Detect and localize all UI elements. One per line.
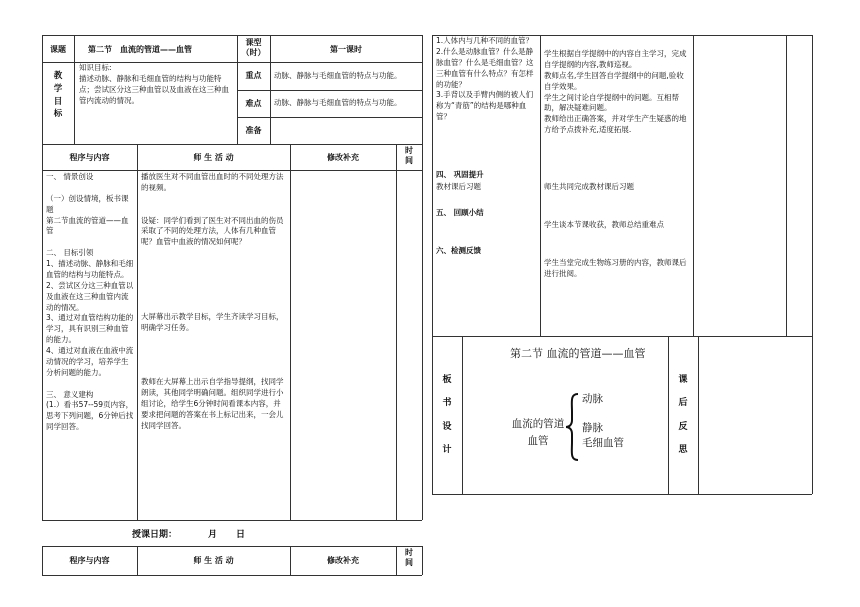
date-label: 授课日期： bbox=[132, 530, 178, 540]
date-day: 日 bbox=[236, 530, 246, 540]
col-revision: 修改补充 bbox=[327, 153, 359, 162]
rule bbox=[237, 117, 422, 118]
rule bbox=[42, 520, 422, 521]
period-value: 第一课时 bbox=[330, 45, 362, 54]
col-procedure: 程序与内容 bbox=[69, 153, 110, 162]
procedure-content: 一、 情景创设 （一）创设情境，板书课题 第二节血流的管道——血管 二、 目标引领 1、描述动脉、静脉和毛细血管的结构与功能特点。 2、尝试区分这三种血管以及血液在这三种血管内流动的情况。 3、通过对血管结构功能的学习，具有识别三种血管的能力。 4、通过对血液在血液中流动情况的学习，培养学生分析问题的能力。 三、 意义建构 (1.）看书57--59页内容，思考下列问题，6分钟后找同学回答。 bbox=[46, 172, 134, 432]
section4-text: 教材课后习题 bbox=[436, 182, 481, 191]
key-text: 动脉、静脉与毛细血管的特点与功能。 bbox=[274, 71, 402, 80]
date-month: 月 bbox=[208, 530, 218, 540]
prep-label: 准备 bbox=[245, 126, 262, 135]
board-item-vein: 静脉 bbox=[582, 422, 603, 434]
rule bbox=[74, 35, 75, 144]
board-item-artery: 动脉 bbox=[582, 393, 603, 405]
self-study-questions: 1.人体内与几种不同的血管？ 2.什么是动脉血管？什么是静脉血管？什么是毛细血管？这三种血管有什么特点？有怎样的功能？ 3.手背以及手臂内侧的被人们称为“青筋”的结构是哪种血管？ bbox=[436, 36, 534, 122]
rule bbox=[698, 336, 699, 494]
rule bbox=[812, 35, 813, 494]
rule bbox=[540, 35, 541, 336]
section6-title: 六、检测反馈 bbox=[436, 246, 481, 255]
board-left-1: 血流的管道 bbox=[511, 418, 565, 430]
rule bbox=[42, 170, 422, 171]
activity-goals: 大屏幕出示教学目标，学生齐读学习目标，明确学习任务。 bbox=[141, 312, 284, 332]
board-heading: 第二节 血流的管道——血管 bbox=[510, 347, 646, 360]
rule bbox=[42, 546, 422, 547]
col-revision-2: 修改补充 bbox=[327, 556, 359, 565]
rule bbox=[422, 35, 423, 520]
rule bbox=[462, 336, 463, 494]
difficulty-text: 动脉、静脉与毛细血管的特点与功能。 bbox=[274, 98, 402, 107]
rule bbox=[693, 35, 694, 336]
board-label: 板 书 设 计 bbox=[442, 375, 452, 456]
rule bbox=[137, 144, 138, 520]
topic-title: 第二节 血流的管道——血管 bbox=[88, 45, 192, 54]
activity-selfstudy: 教师在大屏幕上出示自学指导提纲，找同学朗读，其他同学明确问题。组织同学进行小组讨论，给学生6分钟时间看课本内容，并要求把问题的答案在书上标记出来，一会儿找同学回答。 bbox=[141, 377, 284, 430]
section4-title: 四、 巩固提升 bbox=[436, 170, 484, 179]
rule bbox=[786, 35, 787, 336]
rule bbox=[432, 336, 812, 337]
section4-activity: 师生共同完成教材课后习题 bbox=[544, 182, 634, 191]
board-item-capillary: 毛细血管 bbox=[582, 437, 624, 449]
difficulty-label: 难点 bbox=[245, 99, 262, 108]
key-label: 重点 bbox=[245, 71, 262, 80]
col-time: 时 间 bbox=[405, 146, 413, 165]
col-time-2: 时 间 bbox=[405, 548, 413, 567]
rule bbox=[237, 90, 422, 91]
col-activity-2: 师 生 活 动 bbox=[193, 556, 234, 565]
col-activity: 师 生 活 动 bbox=[193, 153, 234, 162]
section6-activity: 学生当堂完成生物练习册的内容，教师课后进行批阅。 bbox=[544, 258, 687, 278]
board-left-2: 血管 bbox=[527, 435, 549, 447]
rule bbox=[42, 575, 422, 576]
rule bbox=[42, 35, 422, 36]
activity-video: 播放医生对不同血管出血时的不同处理方法的视频。 设疑：同学们看到了医生对不同出血的伤员采取了不同的处理方法，人体有几种血管呢？血管中血液的情况如何呢？ bbox=[141, 172, 284, 247]
col-procedure-2: 程序与内容 bbox=[69, 556, 110, 565]
goals-text: 知识目标: 描述动脉、静脉和毛细血管的结构与功能特点；尝试区分这三种血管以及血液在这三种血管内流动的情况。 bbox=[79, 63, 229, 105]
rule bbox=[396, 144, 397, 520]
rule bbox=[290, 144, 291, 520]
self-study-activity: 学生根据自学提纲中的内容自主学习，完成自学提纲的内容,教师巡视。 教师点名,学生回答自学提纲中的问题,验收自学效果。 学生之间讨论自学提纲中的问题。互相帮助，解决疑难问题。 教师给出正确答案，并对学生产生疑惑的地方给予点拨补充,适度拓展. bbox=[544, 49, 687, 135]
section5-title: 五、 回顾小结 bbox=[436, 208, 484, 217]
rule bbox=[42, 144, 422, 145]
rule bbox=[422, 546, 423, 575]
topic-label: 课题 bbox=[50, 45, 66, 54]
board-brace bbox=[564, 392, 580, 462]
section5-activity: 学生谈本节课收获，教师总结重难点 bbox=[544, 220, 664, 229]
rule bbox=[432, 494, 812, 495]
goals-label: 教 学 目 标 bbox=[53, 71, 63, 120]
reflection-label: 课 后 反 思 bbox=[678, 375, 688, 456]
period-label: 课型 （时） bbox=[241, 38, 266, 58]
